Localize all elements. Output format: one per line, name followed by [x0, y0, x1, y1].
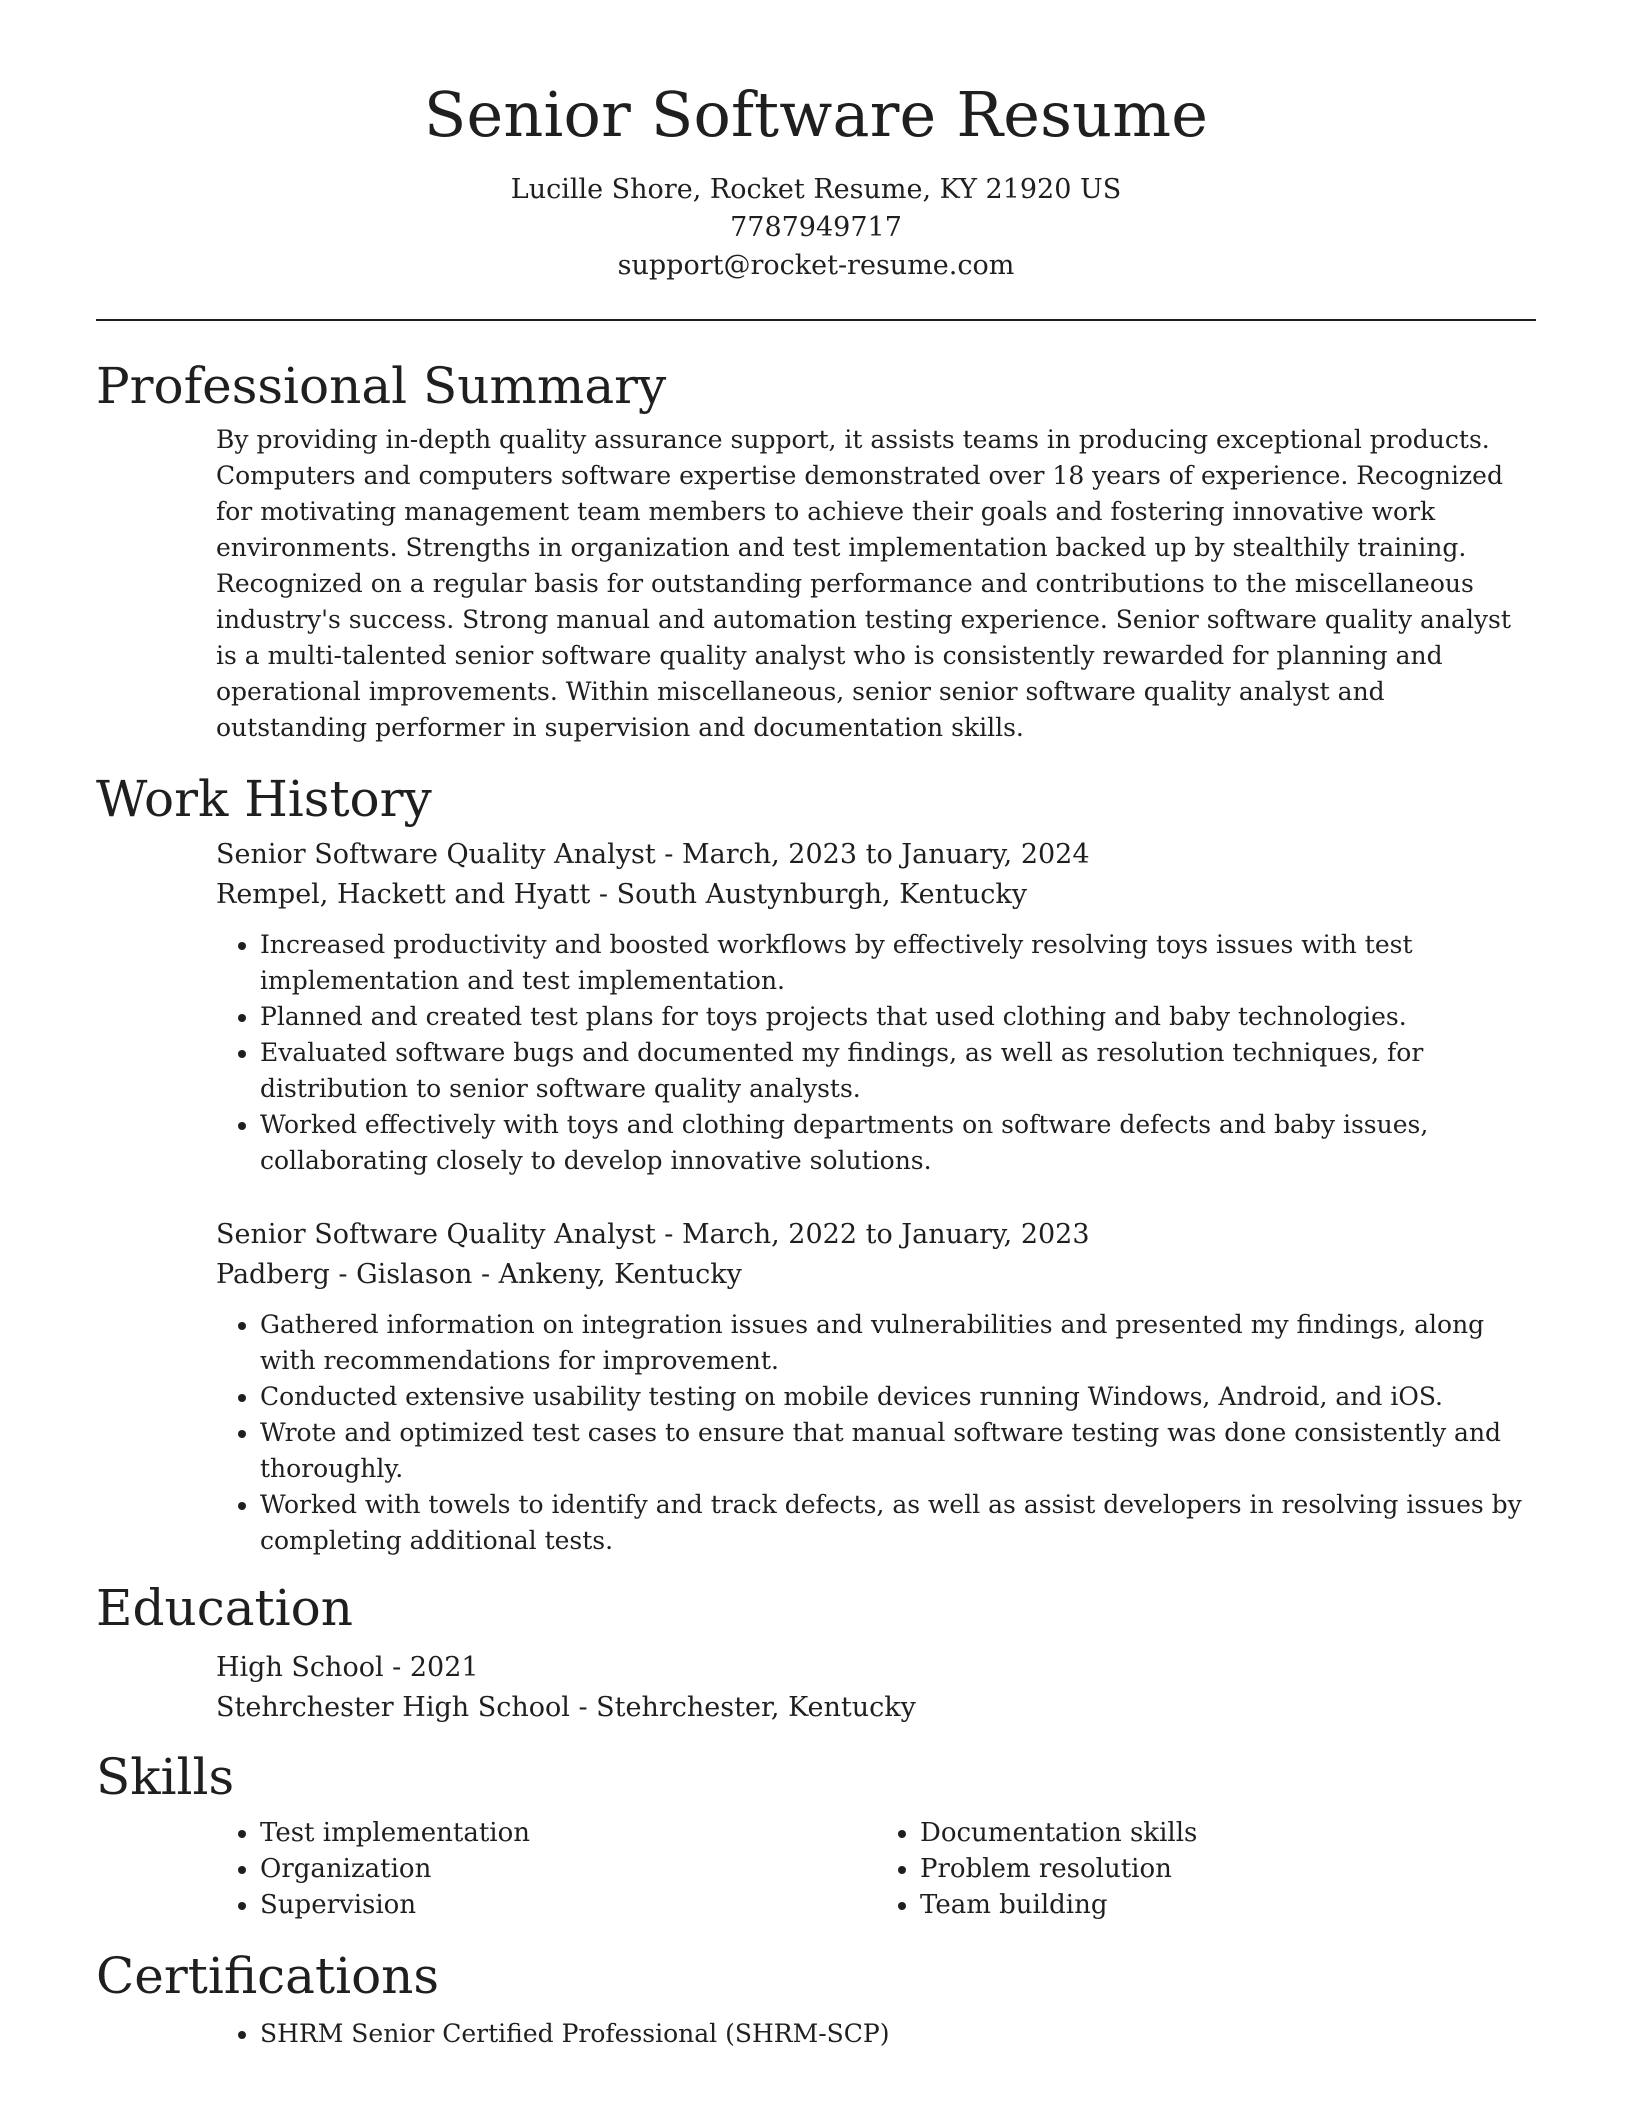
professional-summary-section: [96, 359, 1536, 746]
company-location: - South Austynburgh, Kentucky: [590, 879, 1028, 911]
job-bullet: • Increased productivity and boosted workflows by effectively resolving toys issues with test implementation and test implementation.: [260, 927, 1536, 999]
education-location: - Stehrchester, Kentucky: [569, 1692, 916, 1724]
job-bullet: • Wrote and optimized test cases to ensure that manual software testing was done consistently and thoroughly.: [260, 1415, 1536, 1487]
job-title-line: [216, 835, 1536, 875]
skill-item: • Documentation skills: [920, 1815, 1536, 1851]
job-bullets: [216, 1307, 1536, 1559]
certifications-section: [96, 1949, 1536, 2052]
work-history-section: [96, 772, 1536, 1559]
job-bullet: • Evaluated software bugs and documented my findings, as well as resolution techniques, for distribution to senior software quality analysts.: [260, 1035, 1536, 1107]
contact-email: support@rocket-resume.com: [617, 250, 1015, 282]
skill-item: • Problem resolution: [920, 1851, 1536, 1887]
job-title-line: [216, 1215, 1536, 1255]
skill-item: • Team building: [920, 1887, 1536, 1923]
job-entry: [216, 1215, 1536, 1559]
header-divider: [96, 319, 1536, 321]
section-title-skills: Skills: [96, 1748, 235, 1807]
education-degree-line: [216, 1648, 1536, 1688]
company-line: [216, 875, 1536, 915]
education-degree: High School: [216, 1652, 384, 1684]
section-title-certifications: Certifications: [96, 1947, 440, 2006]
job-bullet: • Worked with towels to identify and track defects, as well as assist developers in resolving issues by completing additional tests.: [260, 1487, 1536, 1559]
company-location: - Ankeny, Kentucky: [472, 1259, 742, 1291]
skills-section: [96, 1750, 1536, 1923]
job-bullet: • Gathered information on integration issues and vulnerabilities and presented my findings, along with recommendations for improvement.: [260, 1307, 1536, 1379]
education-year: - 2021: [383, 1652, 479, 1684]
section-title-work: Work History: [96, 770, 432, 829]
job-bullet: • Conducted extensive usability testing on mobile devices running Windows, Android, and iOS.: [260, 1379, 1536, 1415]
skill-item: • Organization: [260, 1851, 876, 1887]
education-school-line: [216, 1688, 1536, 1728]
company-name: Rempel, Hackett and Hyatt: [216, 879, 591, 911]
contact-phone: 7787949717: [730, 212, 902, 244]
summary-text: By providing in-depth quality assurance support, it assists teams in producing exceptional products. Computers and computers software expertise demonstrated over 18 years of experience. Recognized for motivating management team members to achieve their goals and fostering innovative work environments. Strengths in organization and test implementation backed up by stealthily training. Recognized on a regular basis for outstanding performance and contributions to the miscellaneous industry's success. Strong manual and automation testing experience. Senior software quality analyst is a multi-talented senior software quality analyst who is consistently rewarded for planning and operational improvements. Within miscellaneous, senior senior software quality analyst and outstanding performer in supervision and documentation skills.: [216, 425, 1511, 743]
skills-grid: [216, 1815, 1536, 1923]
job-bullet: • Planned and created test plans for toys projects that used clothing and baby technologies.: [260, 999, 1536, 1035]
skill-item: • Test implementation: [260, 1815, 876, 1851]
certifications-list: [216, 2016, 1536, 2052]
resume-header: [96, 0, 1536, 285]
section-title-education: Education: [96, 1579, 353, 1638]
certification-item: • SHRM Senior Certified Professional (SHRM-SCP): [260, 2016, 1536, 2052]
company-name: Padberg - Gislason: [216, 1259, 473, 1291]
job-position: Senior Software Quality Analyst: [216, 1219, 656, 1251]
job-entry: [216, 835, 1536, 1179]
resume-title: Senior Software Resume: [423, 78, 1209, 151]
education-school: Stehrchester High School: [216, 1692, 570, 1724]
company-line: [216, 1255, 1536, 1295]
job-position: Senior Software Quality Analyst: [216, 839, 656, 871]
skills-list-left: [216, 1815, 876, 1923]
job-bullets: [216, 927, 1536, 1179]
skills-list-right: [876, 1815, 1536, 1923]
job-bullet: • Worked effectively with toys and clothing departments on software defects and baby issues, collaborating closely to develop innovative solutions.: [260, 1107, 1536, 1179]
job-dates: - March, 2023 to January, 2024: [655, 839, 1090, 871]
skill-item: • Supervision: [260, 1887, 876, 1923]
contact-address: Lucille Shore, Rocket Resume, KY 21920 US: [510, 174, 1122, 206]
education-section: [96, 1581, 1536, 1728]
section-title-summary: Professional Summary: [96, 357, 667, 416]
job-dates: - March, 2022 to January, 2023: [655, 1219, 1090, 1251]
